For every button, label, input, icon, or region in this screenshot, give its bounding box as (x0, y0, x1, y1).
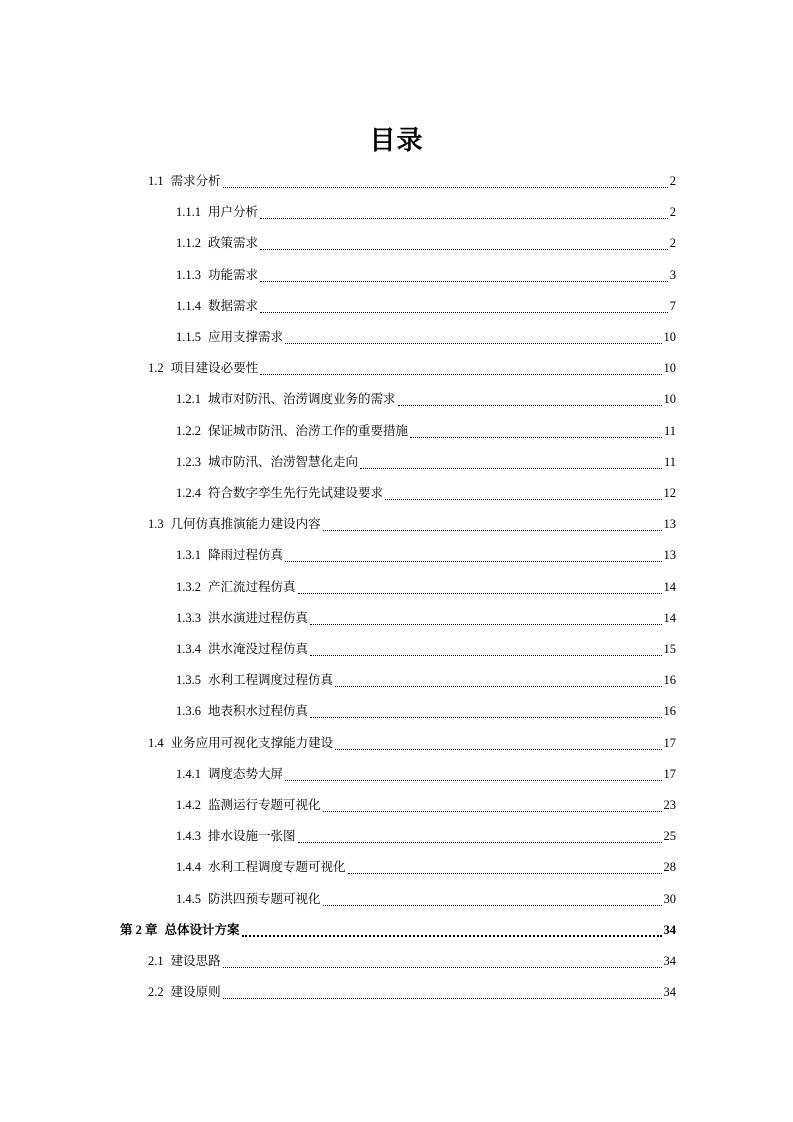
toc-entry-page-number: 2 (669, 174, 676, 188)
toc-entry-number: 1.2.3 (176, 454, 201, 469)
toc-entry-number: 1.2.4 (176, 486, 201, 500)
toc-dot-leader (223, 996, 662, 999)
toc-dot-leader (310, 715, 661, 718)
toc-entry[interactable] (176, 260, 676, 291)
toc-entry-number: 1.3.5 (176, 673, 201, 688)
toc-entry-number: 1.4.5 (176, 891, 201, 906)
toc-entry-title: 几何仿真推演能力建设内容 (170, 516, 321, 532)
toc-entry-label (176, 227, 258, 259)
toc-entry-label (176, 602, 308, 634)
toc-entry[interactable] (120, 915, 676, 946)
toc-dot-leader (310, 622, 661, 625)
toc-entry-label (176, 415, 408, 447)
toc-entry-label (148, 352, 258, 384)
toc-entry-page-number: 17 (663, 735, 676, 750)
toc-entry-number: 1.3.1 (176, 548, 201, 563)
toc-dot-leader (298, 591, 662, 594)
toc-dot-leader (385, 497, 661, 500)
toc-entry-number: 1.2.1 (176, 392, 201, 407)
toc-entry-number: 1.2.2 (176, 423, 201, 438)
toc-dot-leader (323, 903, 662, 906)
toc-entry-title: 建设思路 (170, 953, 221, 968)
toc-dot-leader (260, 279, 668, 282)
toc-entry-label (176, 383, 396, 415)
toc-entry[interactable] (176, 416, 676, 447)
toc-entry[interactable] (176, 447, 676, 478)
toc-entry-title: 调度态势大屏 (208, 765, 284, 781)
toc-entry-title: 总体设计方案 (164, 921, 240, 937)
toc-entry[interactable] (148, 946, 676, 977)
toc-entry-title: 用户分析 (208, 204, 259, 220)
toc-entry-page-number: 17 (663, 766, 676, 781)
toc-entry[interactable] (148, 353, 676, 384)
toc-entry-page-number: 10 (663, 392, 676, 407)
toc-entry-number: 第 2 章 (120, 922, 158, 937)
toc-entry[interactable] (176, 696, 676, 727)
page-title: 目录 (369, 126, 424, 156)
toc-entry-title: 洪水淹没过程仿真 (208, 641, 309, 656)
toc-entry-label (176, 664, 333, 696)
toc-entry-label (176, 539, 283, 571)
toc-dot-leader (260, 247, 668, 250)
toc-dot-leader (360, 466, 662, 469)
toc-entry-number: 1.4.4 (176, 860, 201, 875)
toc-entry-label (176, 851, 346, 883)
toc-entry-label (120, 914, 240, 946)
toc-dot-leader (285, 341, 661, 344)
toc-entry-label (148, 727, 333, 759)
toc-entry[interactable] (176, 540, 676, 571)
toc-entry-number: 1.4.2 (176, 798, 201, 812)
toc-entry-label (176, 196, 258, 228)
toc-entry-title: 业务应用可视化支撑能力建设 (170, 734, 334, 750)
toc-entry-number: 1.3.4 (176, 642, 201, 656)
toc-entry-title: 需求分析 (170, 173, 221, 188)
toc-dot-leader (298, 840, 662, 843)
toc-dot-leader (310, 653, 661, 656)
toc-dot-leader (398, 403, 662, 406)
toc-entry[interactable] (176, 603, 676, 634)
toc-entry-label (176, 259, 258, 291)
toc-entry-label (176, 758, 283, 790)
toc-entry-page-number: 14 (663, 610, 676, 625)
toc-entry-number: 1.1 (148, 174, 164, 188)
toc-entry-title: 建设原则 (170, 984, 221, 1000)
toc-entry-page-number: 3 (669, 267, 676, 282)
toc-entry-title: 水利工程调度专题可视化 (208, 859, 346, 875)
toc-entry-label (176, 883, 321, 915)
toc-entry-page-number: 2 (669, 236, 676, 251)
toc-entry-number: 1.4 (148, 735, 164, 750)
toc-entry-number: 1.3.2 (176, 579, 201, 594)
toc-entry-title: 政策需求 (208, 235, 259, 251)
toc-dot-leader (410, 435, 662, 438)
toc-dot-leader (223, 965, 662, 968)
toc-entry-title: 数据需求 (208, 297, 259, 313)
toc-entry-title: 地表积水过程仿真 (208, 703, 309, 719)
toc-entry-label (148, 165, 221, 197)
toc-entry-page-number: 23 (663, 798, 676, 812)
toc-entry-page-number: 12 (663, 486, 676, 500)
toc-entry-number: 1.4.3 (176, 829, 201, 844)
toc-entry[interactable] (148, 166, 676, 197)
toc-entry-title: 监测运行专题可视化 (208, 797, 321, 812)
toc-entry[interactable] (176, 634, 676, 665)
toc-entry[interactable] (176, 291, 676, 322)
toc-entry[interactable] (148, 977, 676, 1008)
toc-dot-leader (335, 747, 661, 750)
toc-dot-leader (335, 684, 661, 687)
toc-entry-title: 城市对防汛、治涝调度业务的需求 (208, 391, 396, 407)
toc-entry[interactable] (176, 759, 676, 790)
toc-entry-page-number: 11 (663, 423, 676, 438)
toc-entry-page-number: 34 (663, 922, 676, 937)
toc-entry-title: 防洪四预专题可视化 (208, 890, 321, 906)
toc-entry-number: 1.1.3 (176, 267, 201, 282)
toc-entry-title: 功能需求 (208, 266, 259, 282)
toc-entry[interactable] (176, 322, 676, 353)
toc-entry[interactable] (176, 384, 676, 415)
toc-entry-label (176, 571, 296, 603)
toc-entry-label (176, 820, 296, 852)
toc-entry-number: 1.3 (148, 517, 164, 532)
toc-entry-page-number: 7 (669, 298, 676, 313)
toc-entry-page-number: 15 (663, 642, 676, 656)
toc-entry-number: 1.4.1 (176, 766, 201, 781)
toc-entry-title: 降雨过程仿真 (208, 547, 284, 563)
toc-entry[interactable] (148, 728, 676, 759)
toc-entry-page-number: 2 (669, 205, 676, 220)
toc-entry-number: 1.3.6 (176, 704, 201, 719)
toc-entry-label (176, 290, 258, 322)
toc-entry-label (148, 508, 321, 540)
toc-entry-page-number: 13 (663, 548, 676, 563)
toc-dot-leader (323, 809, 662, 812)
toc-entry-number: 1.1.1 (176, 205, 201, 220)
toc-entry-number: 1.1.4 (176, 298, 201, 313)
toc-entry-label (176, 477, 383, 509)
toc-entry-label (148, 945, 221, 977)
toc-entry-page-number: 28 (663, 860, 676, 875)
toc-entry-number: 2.2 (148, 985, 164, 1000)
toc-entry-number: 1.2 (148, 361, 164, 376)
toc-dot-leader (323, 528, 662, 531)
toc-entry[interactable] (176, 572, 676, 603)
toc-entry-page-number: 11 (663, 454, 676, 469)
toc-entry-title: 符合数字孪生先行先试建设要求 (208, 485, 384, 500)
toc-entry[interactable] (176, 665, 676, 696)
toc-entry[interactable] (176, 884, 676, 915)
toc-dot-leader (260, 310, 668, 313)
toc-entry-label (176, 695, 308, 727)
toc-entry[interactable] (176, 228, 676, 259)
toc-entry-label (148, 976, 221, 1008)
toc-entry-page-number: 16 (663, 673, 676, 688)
toc-dot-leader (260, 216, 668, 219)
toc-entry-page-number: 10 (663, 330, 676, 344)
toc-entry-label (176, 321, 283, 353)
toc-dot-leader (348, 871, 662, 874)
toc-entry-title: 产汇流过程仿真 (208, 578, 296, 594)
toc-entry-title: 应用支撑需求 (208, 329, 284, 344)
toc-entry[interactable] (176, 790, 676, 821)
toc-entry-number: 1.1.2 (176, 236, 201, 251)
toc-entry[interactable] (176, 478, 676, 509)
toc-dot-leader (260, 372, 661, 375)
toc-entry-page-number: 30 (663, 891, 676, 906)
toc-entry-title: 城市防汛、治涝智慧化走向 (208, 453, 359, 469)
toc-entry-number: 2.1 (148, 954, 164, 968)
toc-entry[interactable] (176, 197, 676, 228)
toc-entry-page-number: 16 (663, 704, 676, 719)
toc-dot-leader (285, 559, 661, 562)
toc-entry-title: 排水设施一张图 (208, 828, 296, 844)
toc-dot-leader (242, 933, 662, 937)
toc-entry-page-number: 34 (663, 954, 676, 968)
toc-entry-label (176, 789, 321, 821)
toc-entry-label (176, 446, 358, 478)
toc-entry-page-number: 14 (663, 579, 676, 594)
toc-entry[interactable] (148, 509, 676, 540)
toc-entry-label (176, 633, 308, 665)
toc-entry-title: 水利工程调度过程仿真 (208, 672, 334, 688)
toc-entry-page-number: 13 (663, 517, 676, 532)
toc-entry-page-number: 34 (663, 985, 676, 1000)
toc-entry-page-number: 25 (663, 829, 676, 844)
toc-entry-page-number: 10 (663, 361, 676, 376)
toc-dot-leader (223, 185, 668, 188)
toc-entry[interactable] (176, 852, 676, 883)
toc-entry-number: 1.3.3 (176, 610, 201, 625)
toc-dot-leader (285, 778, 661, 781)
toc-entry-title: 项目建设必要性 (170, 360, 259, 376)
toc-entry-title: 保证城市防汛、治涝工作的重要措施 (208, 422, 409, 438)
toc-entry-number: 1.1.5 (176, 330, 201, 344)
toc-entry[interactable] (176, 821, 676, 852)
toc-entry-title: 洪水演进过程仿真 (208, 609, 309, 625)
